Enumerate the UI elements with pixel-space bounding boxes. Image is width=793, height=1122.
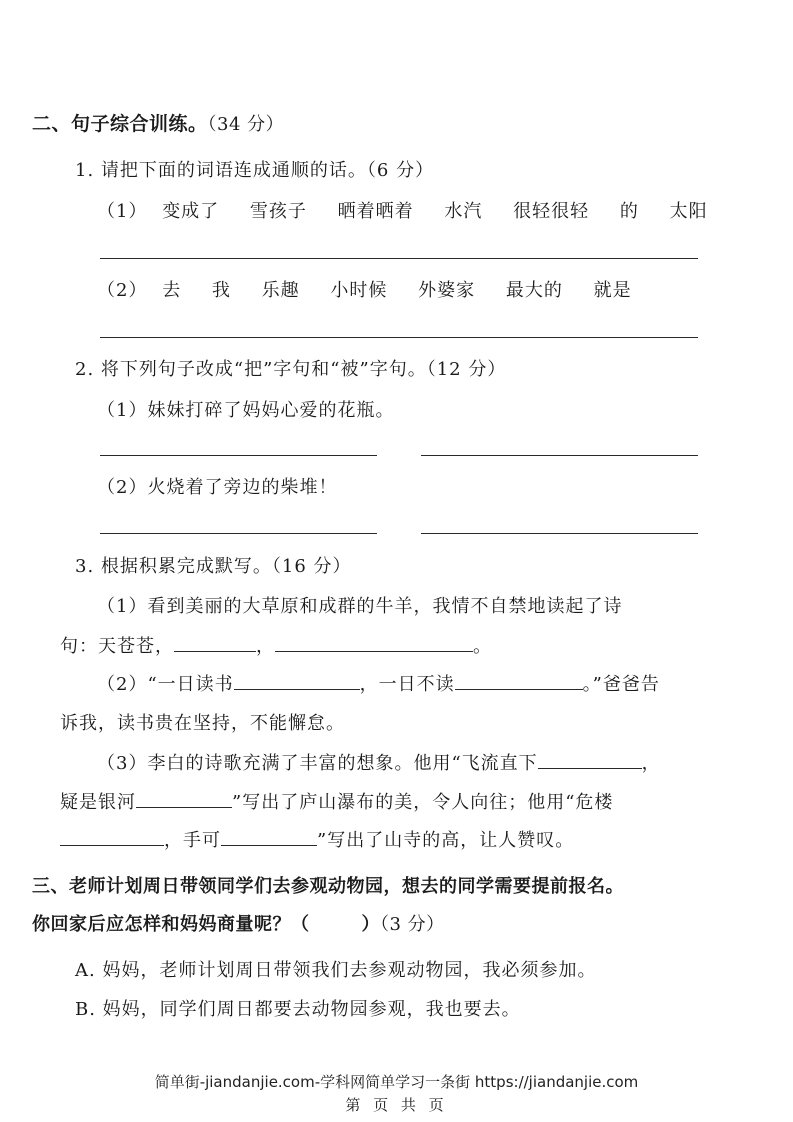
question-3-item-3-line-3 [60,826,574,852]
text: ，手可 [164,830,221,851]
fill-blank[interactable] [455,671,583,690]
word: 乐趣 [261,280,300,301]
word: 晒着晒着 [337,201,414,222]
question-1-item-2 [97,276,632,302]
question-2-item-2: （2）火烧着了旁边的柴堆！ [97,477,338,498]
text: ，一日不读 [359,674,455,695]
text: ） [361,914,380,935]
question-1-item-1 [97,197,708,223]
question-3-item-1-line-2 [60,632,492,658]
page-number: 第 页 共 页 [345,1096,448,1114]
word: 就是 [593,280,632,301]
answer-line-bei[interactable] [421,455,698,456]
text: （3）李白的诗歌充满了丰富的想象。他用“飞流直下 [97,753,538,774]
text: 句：天苍苍， [60,636,174,657]
fill-blank[interactable] [221,827,317,846]
question-1-prompt: 1. 请把下面的词语连成通顺的话。（6 分） [75,160,435,181]
word: 变成了 [162,201,220,222]
text: ， [641,753,661,774]
word: 雪孩子 [249,201,307,222]
word: 最大的 [505,280,563,301]
section-3-question [32,910,445,936]
text: 疑是银河 [60,792,136,813]
word: 很轻很轻 [513,201,590,222]
question-2-item-1: （1）妹妹打碎了妈妈心爱的花瓶。 [97,400,395,421]
option-a: A. 妈妈，老师计划周日带领我们去参观动物园，我必须参加。 [75,960,597,981]
answer-line-ba[interactable] [100,455,377,456]
text: 。 [473,636,492,657]
section-3-title: 三、老师计划周日带领同学们去参观动物园，想去的同学需要提前报名。 [32,876,624,897]
text: 。”爸爸告 [582,674,660,695]
question-3-item-2-line-1 [97,670,660,696]
section-2-score: （34 分） [207,114,285,135]
fill-blank[interactable] [275,633,473,652]
answer-line[interactable] [100,337,698,338]
section-2-title [32,109,284,136]
text: ”写出了庐山瀑布的美，令人向往；他用“危楼 [232,792,614,813]
footer-watermark: 简单街-jiandanjie.com-学科网简单学习一条街 https://jiandanjie.com [154,1073,639,1091]
answer-line[interactable] [100,258,698,259]
fill-blank[interactable] [234,671,360,690]
word: 去 [162,280,182,301]
answer-line-ba[interactable] [100,533,377,534]
text: ”写出了山寺的高，让人赞叹。 [317,830,575,851]
text: （2）“一日读书 [97,674,234,695]
text: 你回家后应怎样和妈妈商量呢？（ [32,914,310,935]
fill-blank[interactable] [60,827,164,846]
question-3-item-3-line-1 [97,749,661,775]
question-3-item-3-line-2 [60,788,613,814]
option-b: B. 妈妈，同学们周日都要去动物园参观，我也要去。 [75,999,521,1020]
word: 的 [619,201,639,222]
answer-line-bei[interactable] [421,533,698,534]
question-2-prompt: 2. 将下列句子改成“把”字句和“被”字句。（12 分） [75,359,507,380]
word: 水汽 [444,201,483,222]
section-2-heading: 二、句子综合训练。 [32,113,208,135]
word: 我 [211,280,231,301]
text: ， [256,636,275,657]
word: 小时候 [330,280,388,301]
section-3-score: （3 分） [380,914,445,935]
word: 外婆家 [418,280,476,301]
fill-blank[interactable] [136,789,232,808]
fill-blank[interactable] [174,633,256,652]
word: 太阳 [669,201,708,222]
question-3-prompt: 3. 根据积累完成默写。（16 分） [75,556,352,577]
item-label: （2） [97,280,148,301]
question-3-item-1-line-1: （1）看到美丽的大草原和成群的牛羊，我情不自禁地读起了诗 [97,596,623,617]
question-3-item-2-line-2: 诉我，读书贵在坚持，不能懈怠。 [60,713,345,734]
item-label: （1） [97,201,148,222]
fill-blank[interactable] [538,750,642,769]
